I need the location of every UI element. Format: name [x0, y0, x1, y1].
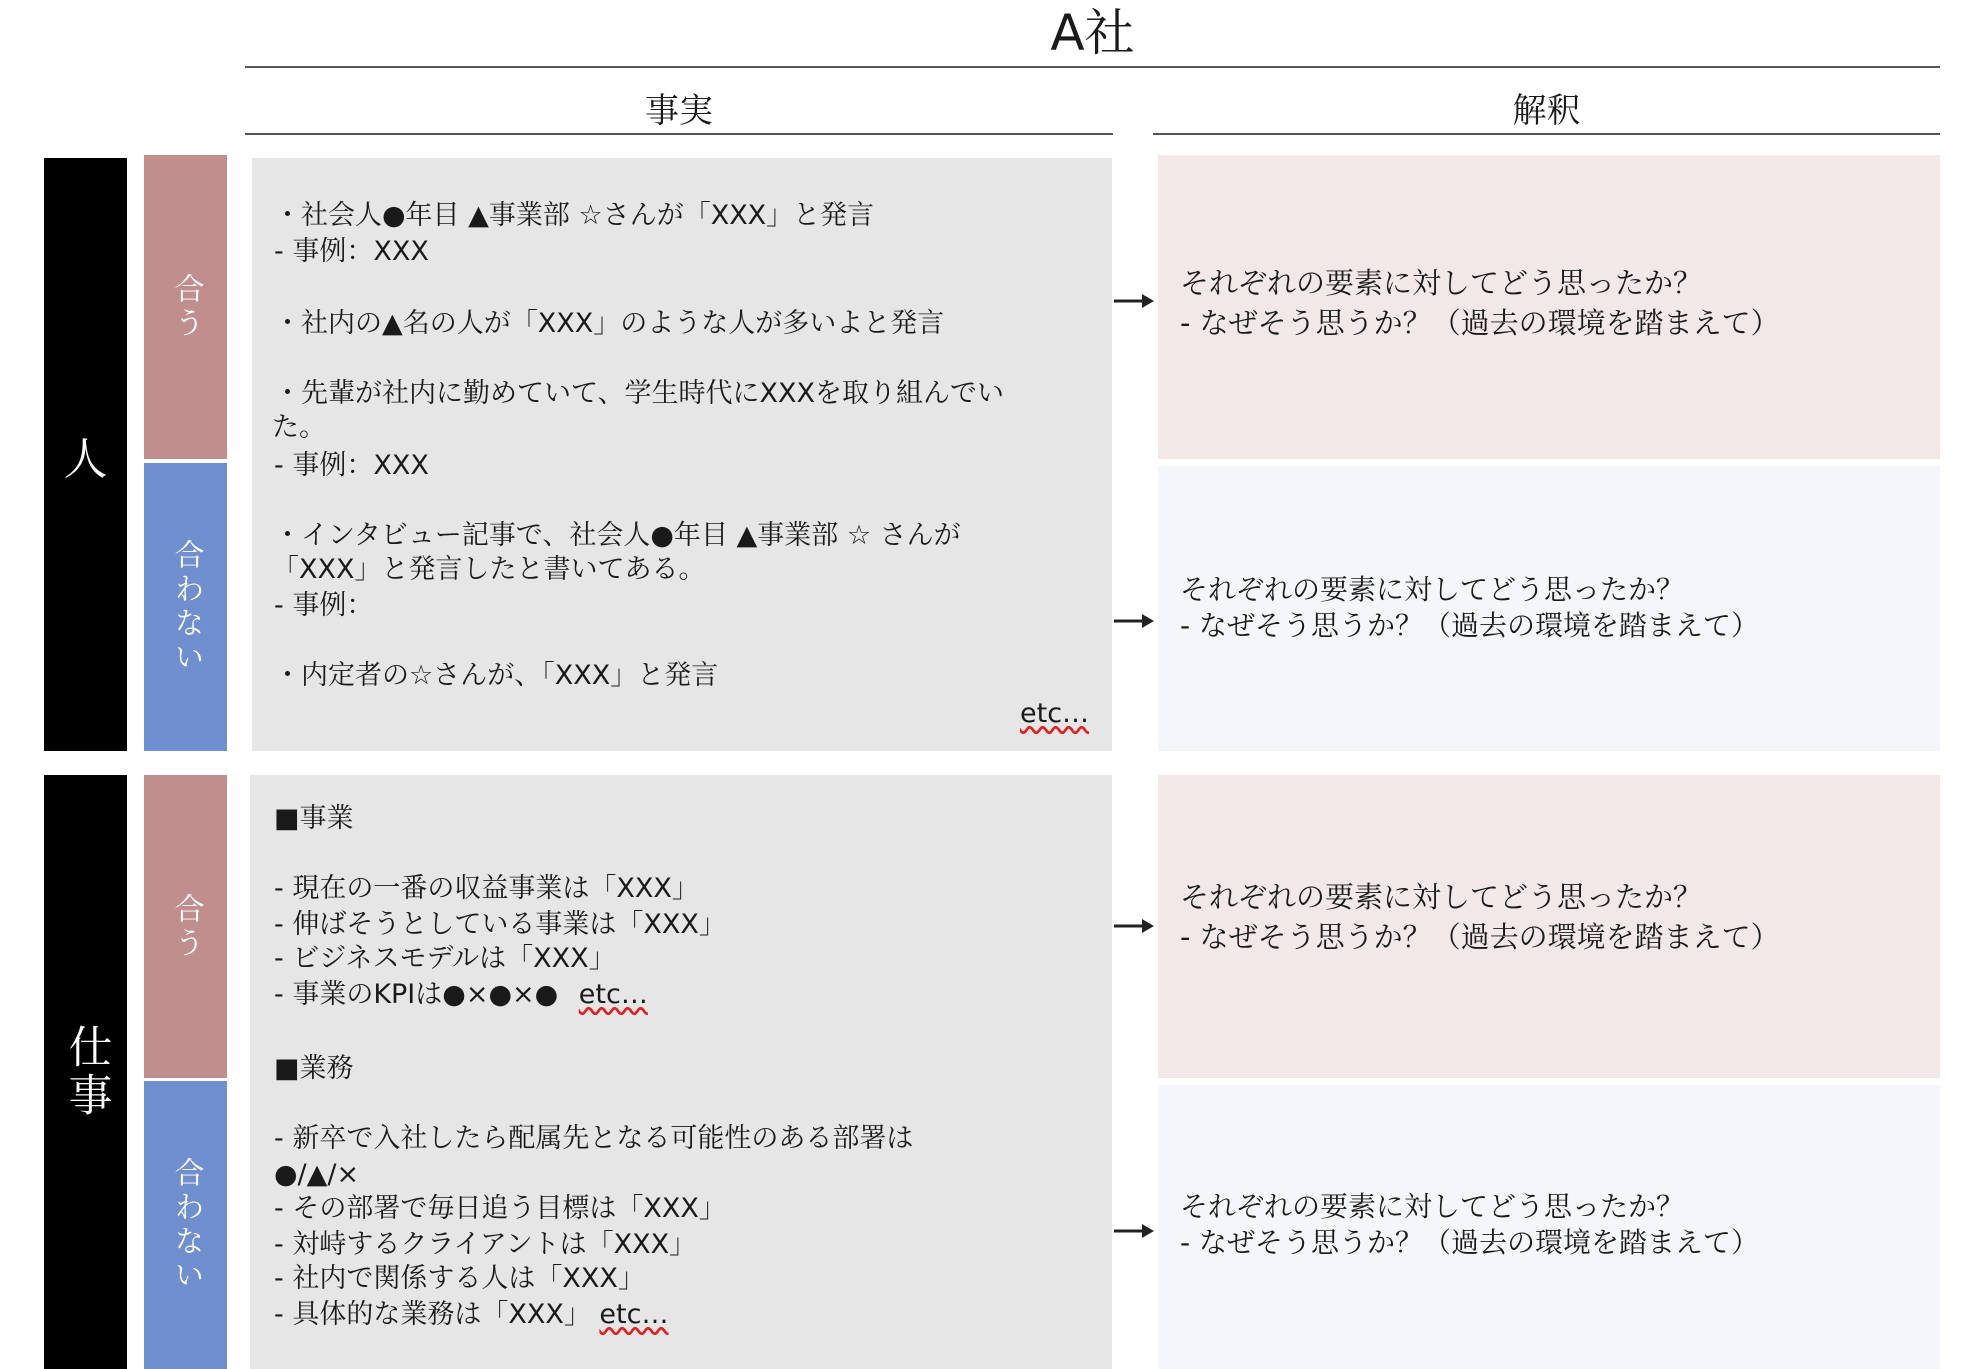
interpretation-question: それぞれの要素に対してどう思ったか？: [1180, 573, 1685, 606]
title-underline: [245, 66, 1940, 68]
interpretation-reason: - なぜそう思うか？（過去の環境を踏まえて）: [1180, 306, 1780, 340]
work-fact-line: - ビジネスモデルは「XXX」: [274, 943, 616, 974]
person-facts-box: [252, 158, 1112, 751]
category-work-label: 仕事: [60, 1024, 112, 1120]
person-fact-line: 「XXX」と発言したと書いてある。: [272, 554, 706, 585]
facts-header-underline: [245, 133, 1113, 135]
work-fact-tasks-etc: etc…: [599, 1299, 669, 1330]
person-fact-line: ・インタビュー記事で、社会人●年目 ▲事業部 ☆ さんが: [274, 520, 961, 551]
work-match-interpretation: [1158, 775, 1940, 1078]
arrow-right-icon: [1112, 916, 1156, 936]
work-mismatch-text: 合わない: [168, 1157, 204, 1293]
work-facts-box: [250, 775, 1112, 1369]
interpretation-reason: - なぜそう思うか？（過去の環境を踏まえて）: [1180, 609, 1760, 642]
interpretation-header-underline: [1153, 133, 1940, 135]
work-fact-kpi: - 事業のKPIは●×●×●: [274, 979, 559, 1010]
person-fact-line: ・社内の▲名の人が「XXX」のような人が多いよと発言: [274, 308, 945, 339]
work-fact-line: - 伸ばそうとしている事業は「XXX」: [274, 909, 726, 940]
work-match-label: [144, 775, 227, 1078]
category-person-label: 人: [63, 433, 108, 485]
interpretation-reason: - なぜそう思うか？（過去の環境を踏まえて）: [1180, 1226, 1760, 1259]
category-work: [44, 775, 127, 1369]
work-fact-line: [274, 977, 648, 1012]
person-fact-line: - 事例：XXX: [274, 236, 429, 267]
work-fact-tasks: - 具体的な業務は「XXX」: [274, 1299, 591, 1330]
arrow-right-icon: [1112, 1221, 1156, 1241]
interpretation-reason: - なぜそう思うか？（過去の環境を踏まえて）: [1180, 920, 1780, 954]
person-match-text: 合う: [168, 273, 204, 341]
person-fact-line: - 事例：XXX: [274, 450, 429, 481]
work-fact-line: - 対峙するクライアントは「XXX」: [274, 1229, 697, 1260]
work-mismatch-label: [144, 1081, 227, 1369]
work-fact-line: - その部署で毎日追う目標は「XXX」: [274, 1193, 726, 1224]
company-title: A社: [1050, 4, 1135, 62]
arrow-right-icon: [1112, 291, 1156, 311]
work-match-text: 合う: [168, 892, 204, 961]
person-fact-line: ・先輩が社内に勤めていて、学生時代にXXXを取り組んでい: [274, 378, 1004, 409]
work-fact-heading: ■業務: [274, 1053, 354, 1084]
person-mismatch-label: [144, 463, 227, 751]
work-fact-line: [274, 1297, 668, 1332]
work-fact-line: ●/▲/×: [274, 1159, 360, 1190]
person-fact-line: た。: [272, 412, 326, 443]
work-fact-kpi-etc: etc…: [578, 979, 648, 1010]
work-fact-line: - 社内で関係する人は「XXX」: [274, 1263, 645, 1294]
interpretation-column-header: 解釈: [1512, 91, 1581, 131]
person-fact-line: ・内定者の☆さんが、「XXX」と発言: [274, 660, 719, 691]
person-match-interpretation: [1158, 155, 1940, 459]
work-fact-line: - 新卒で入社したら配属先となる可能性のある部署は: [274, 1123, 914, 1154]
person-fact-line: ・社会人●年目 ▲事業部 ☆さんが「XXX」と発言: [274, 200, 875, 231]
person-match-label: [144, 155, 227, 459]
interpretation-question: それぞれの要素に対してどう思ったか？: [1180, 266, 1703, 300]
work-fact-line: - 現在の一番の収益事業は「XXX」: [274, 873, 699, 904]
arrow-right-icon: [1112, 611, 1156, 631]
work-mismatch-interpretation: [1158, 1085, 1940, 1369]
person-facts-etc: etc…: [1020, 698, 1090, 729]
facts-column-header: 事実: [645, 91, 713, 131]
work-fact-heading: ■事業: [274, 803, 354, 834]
person-mismatch-interpretation: [1158, 466, 1940, 751]
interpretation-question: それぞれの要素に対してどう思ったか？: [1180, 1190, 1685, 1223]
person-fact-line: - 事例：: [274, 590, 374, 621]
category-person: [44, 158, 127, 751]
interpretation-question: それぞれの要素に対してどう思ったか？: [1180, 880, 1703, 914]
person-mismatch-text: 合わない: [168, 539, 204, 675]
